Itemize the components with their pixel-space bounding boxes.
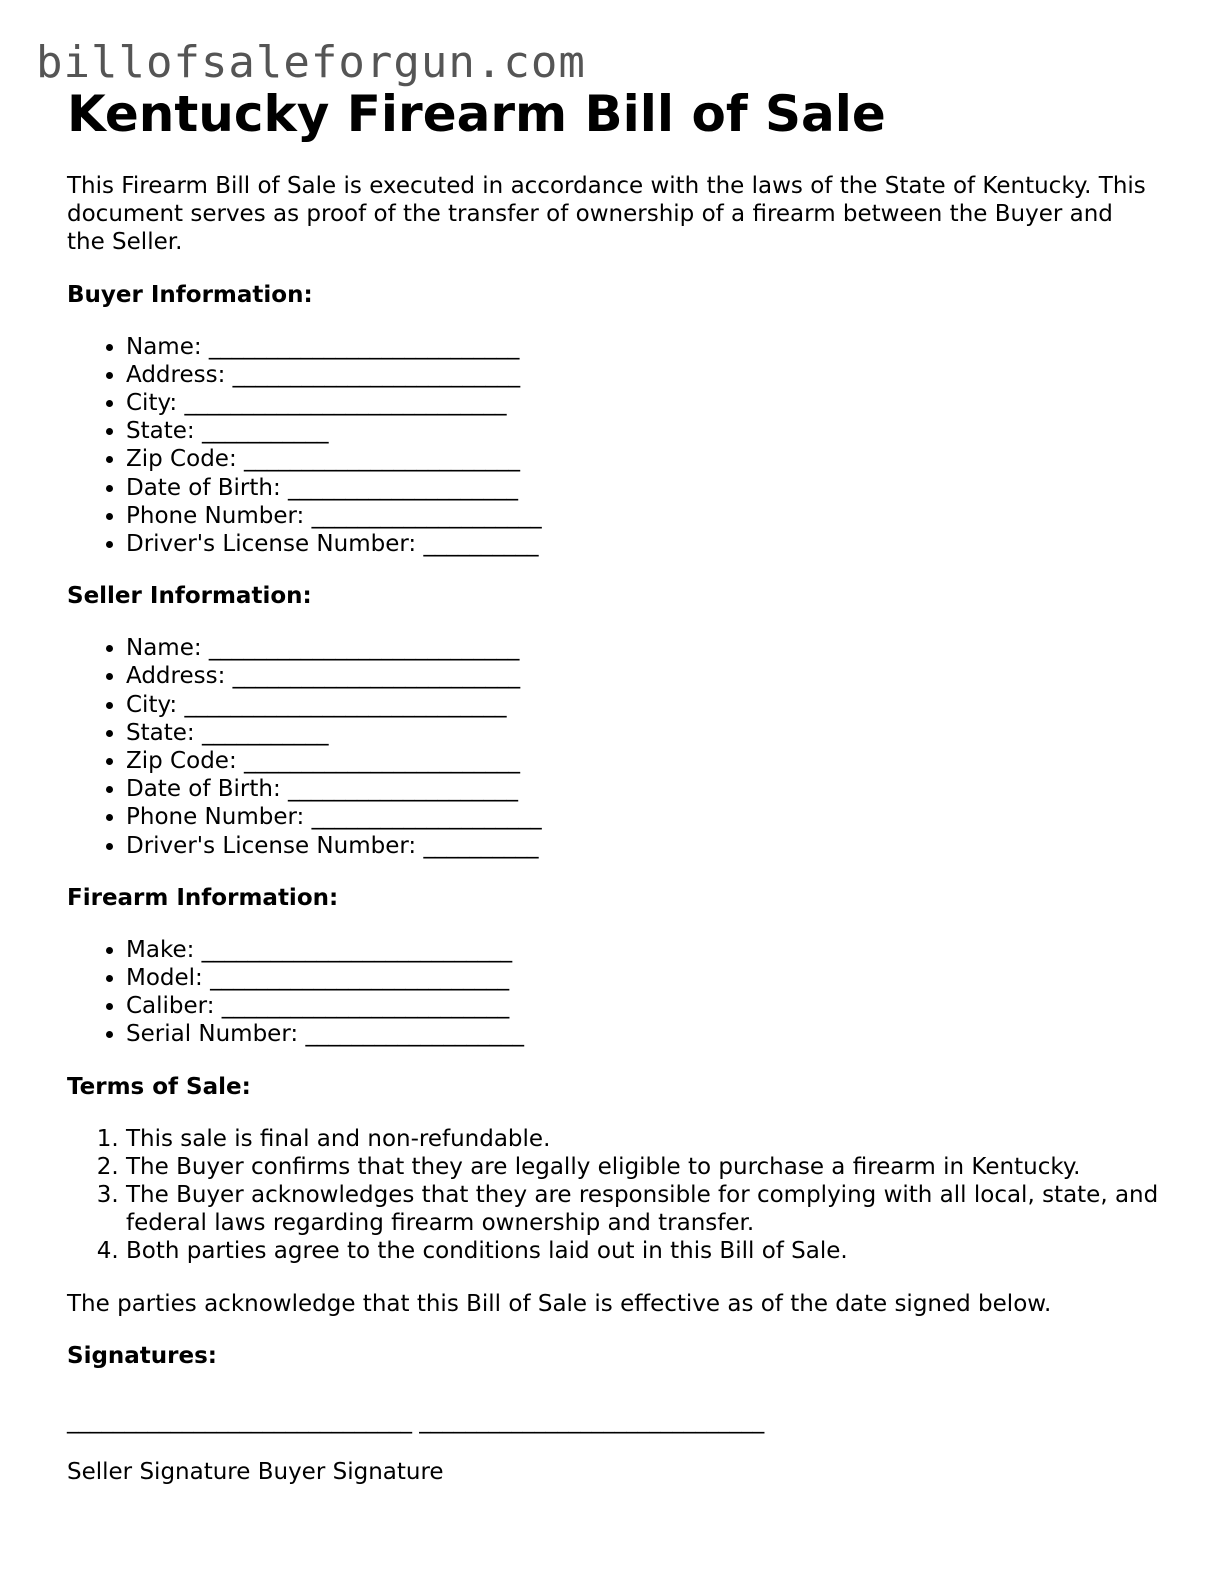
seller-dob-field: • Date of Birth: ____________________ (126, 775, 1167, 803)
terms-item: 1. This sale is final and non-refundable. (126, 1125, 1167, 1153)
intro-paragraph: This Firearm Bill of Sale is executed in accordance with the laws of the State of Kentucky. This document serves as proof of the transfer of ownership of a firearm between the Buyer and the Seller. (67, 173, 1146, 256)
seller-zip-field: • Zip Code: ________________________ (126, 747, 1167, 775)
seller-city-field: • City: ____________________________ (126, 691, 1167, 719)
firearm-serial-field: • Serial Number: ___________________ (126, 1020, 1167, 1048)
document-title: Kentucky Firearm Bill of Sale (67, 85, 886, 143)
terms-list (67, 1125, 1167, 1266)
seller-field-list (67, 634, 1167, 860)
signature-labels: Seller Signature Buyer Signature (67, 1458, 444, 1485)
signatures-heading: Signatures: (67, 1342, 218, 1369)
firearm-heading: Firearm Information: (67, 884, 339, 911)
seller-license-field: • Driver's License Number: __________ (126, 832, 1167, 860)
seller-heading: Seller Information: (67, 583, 312, 610)
seller-address-field: • Address: _________________________ (126, 662, 1167, 690)
site-watermark: billofsaleforgun.com (36, 37, 586, 88)
buyer-field-list (67, 333, 1167, 559)
buyer-zip-field: • Zip Code: ________________________ (126, 445, 1167, 473)
signature-lines: ______________________________ ______________________________ (67, 1407, 765, 1434)
buyer-license-field: • Driver's License Number: __________ (126, 530, 1167, 558)
seller-state-field: • State: ___________ (126, 719, 1167, 747)
terms-item: 2. The Buyer confirms that they are legally eligible to purchase a firearm in Kentucky. (126, 1153, 1167, 1181)
firearm-model-field: • Model: __________________________ (126, 964, 1167, 992)
document-page (67, 84, 1167, 1486)
terms-item: 3. The Buyer acknowledges that they are responsible for complying with all local, state, and federal laws regarding firearm ownership and transfer. (126, 1181, 1167, 1237)
firearm-caliber-field: • Caliber: _________________________ (126, 992, 1167, 1020)
buyer-dob-field: • Date of Birth: ____________________ (126, 474, 1167, 502)
firearm-make-field: • Make: ___________________________ (126, 936, 1167, 964)
seller-name-field: • Name: ___________________________ (126, 634, 1167, 662)
terms-heading: Terms of Sale: (67, 1073, 251, 1100)
buyer-name-field: • Name: ___________________________ (126, 333, 1167, 361)
buyer-heading: Buyer Information: (67, 281, 313, 308)
terms-item: 4. Both parties agree to the conditions laid out in this Bill of Sale. (126, 1237, 1167, 1265)
buyer-state-field: • State: ___________ (126, 417, 1167, 445)
buyer-phone-field: • Phone Number: ____________________ (126, 502, 1167, 530)
firearm-field-list (67, 936, 1167, 1049)
closing-statement: The parties acknowledge that this Bill of Sale is effective as of the date signed below. (67, 1290, 1052, 1317)
buyer-address-field: • Address: _________________________ (126, 361, 1167, 389)
buyer-city-field: • City: ____________________________ (126, 389, 1167, 417)
seller-phone-field: • Phone Number: ____________________ (126, 803, 1167, 831)
